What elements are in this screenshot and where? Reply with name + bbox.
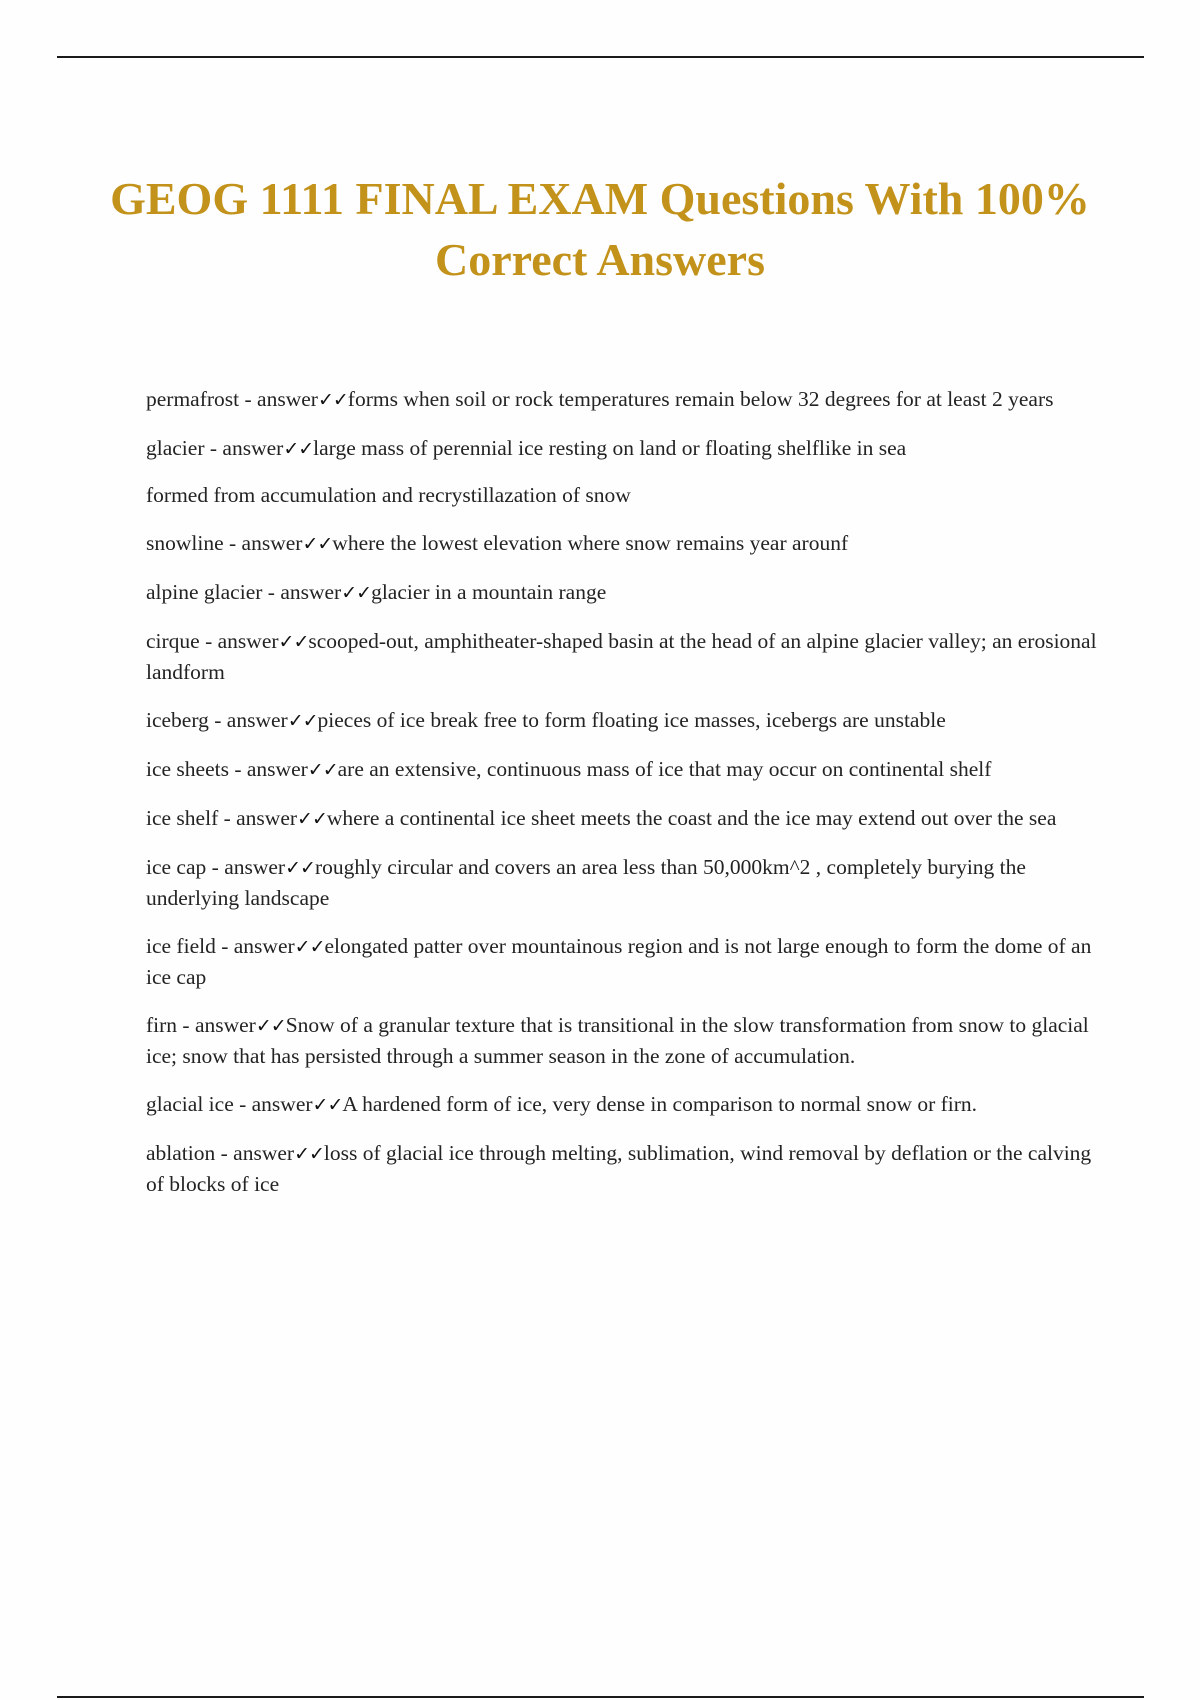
qa-item <box>146 1010 1098 1071</box>
qa-term: alpine glacier <box>146 580 263 604</box>
check-mark-icon: ✓✓ <box>297 808 327 830</box>
check-mark-icon: ✓✓ <box>317 389 348 411</box>
check-mark-icon: ✓✓ <box>307 759 338 781</box>
qa-definition: formed from accumulation and recrystillazation of snow <box>146 483 631 507</box>
qa-item <box>146 626 1098 687</box>
qa-definition: are an extensive, continuous mass of ice that may occur on continental shelf <box>337 757 992 781</box>
check-mark-icon: ✓✓ <box>287 710 318 732</box>
qa-item <box>146 577 1098 608</box>
qa-separator: - answer <box>177 1013 256 1037</box>
qa-definition: glacier in a mountain range <box>371 580 607 604</box>
document-title: GEOG 1111 FINAL EXAM Questions With 100% Correct Answers <box>110 173 1090 285</box>
qa-definition: where the lowest elevation where snow remains year arounf <box>332 531 849 555</box>
qa-separator: - answer <box>215 1141 295 1165</box>
qa-separator: - answer <box>262 580 342 604</box>
qa-definition: where a continental ice sheet meets the coast and the ice may extend out over the sea <box>326 806 1057 830</box>
qa-term: cirque <box>146 629 200 653</box>
qa-definition: A hardened form of ice, very dense in comparison to normal snow or firn. <box>342 1092 978 1116</box>
qa-item <box>146 1138 1098 1199</box>
qa-definition: forms when soil or rock temperatures remain below 32 degrees for at least 2 years <box>347 387 1054 411</box>
check-mark-icon: ✓✓ <box>255 1015 286 1037</box>
check-mark-icon: ✓✓ <box>294 936 325 958</box>
qa-item <box>146 705 1098 736</box>
check-mark-icon: ✓✓ <box>278 631 309 653</box>
qa-term: glacial ice <box>146 1092 234 1116</box>
qa-term: iceberg <box>146 708 209 732</box>
qa-separator: - answer <box>215 934 295 958</box>
qa-term: ice field <box>146 934 216 958</box>
qa-item <box>146 754 1098 785</box>
qa-term: ice shelf <box>146 806 219 830</box>
check-mark-icon: ✓✓ <box>312 1094 343 1116</box>
check-mark-icon: ✓✓ <box>294 1143 324 1165</box>
check-mark-icon: ✓✓ <box>341 582 372 604</box>
qa-separator: - answer <box>208 708 288 732</box>
qa-item <box>146 1089 1098 1120</box>
qa-list <box>146 384 1098 1217</box>
qa-separator: - answer <box>199 629 279 653</box>
check-mark-icon: ✓✓ <box>283 438 314 460</box>
qa-separator: - answer <box>204 436 284 460</box>
footer-rule <box>57 1696 1144 1698</box>
qa-separator: - answer <box>233 1092 313 1116</box>
qa-separator: - answer <box>239 387 318 411</box>
qa-item <box>146 931 1098 992</box>
qa-item <box>146 528 1098 559</box>
qa-definition: Snow of a granular texture that is transitional in the slow transformation from snow to glacial ice; snow that has persisted through a summer season in the zone of accumulation. <box>146 1013 1089 1068</box>
qa-term: ablation <box>146 1141 216 1165</box>
qa-term: glacier <box>146 436 205 460</box>
qa-separator: - answer <box>228 757 308 781</box>
qa-definition: roughly circular and covers an area less than 50,000km^2 , completely burying the underlying landscape <box>146 855 1026 910</box>
qa-item <box>146 384 1098 415</box>
qa-separator: - answer <box>223 531 303 555</box>
qa-term: ice sheets <box>146 757 229 781</box>
qa-definition: large mass of perennial ice resting on land or floating shelflike in sea <box>313 436 907 460</box>
qa-term: ice cap <box>146 855 207 879</box>
qa-separator: - answer <box>206 855 286 879</box>
qa-term: permafrost <box>146 387 240 411</box>
check-mark-icon: ✓✓ <box>285 857 315 879</box>
qa-definition: elongated patter over mountainous region and is not large enough to form the dome of an ice cap <box>146 934 1092 989</box>
qa-term: snowline <box>146 531 224 555</box>
qa-item <box>146 433 1098 464</box>
header-rule <box>57 56 1144 58</box>
qa-item <box>146 803 1098 834</box>
qa-separator: - answer <box>218 806 298 830</box>
qa-item-continuation <box>146 480 1098 510</box>
qa-definition: loss of glacial ice through melting, sublimation, wind removal by deflation or the calving of blocks of ice <box>146 1141 1092 1196</box>
check-mark-icon: ✓✓ <box>302 533 333 555</box>
qa-definition: pieces of ice break free to form floating ice masses, icebergs are unstable <box>317 708 946 732</box>
qa-item <box>146 852 1098 913</box>
qa-definition: scooped-out, amphitheater-shaped basin at the head of an alpine glacier valley; an erosional landform <box>146 629 1097 684</box>
qa-term: firn <box>146 1013 178 1037</box>
